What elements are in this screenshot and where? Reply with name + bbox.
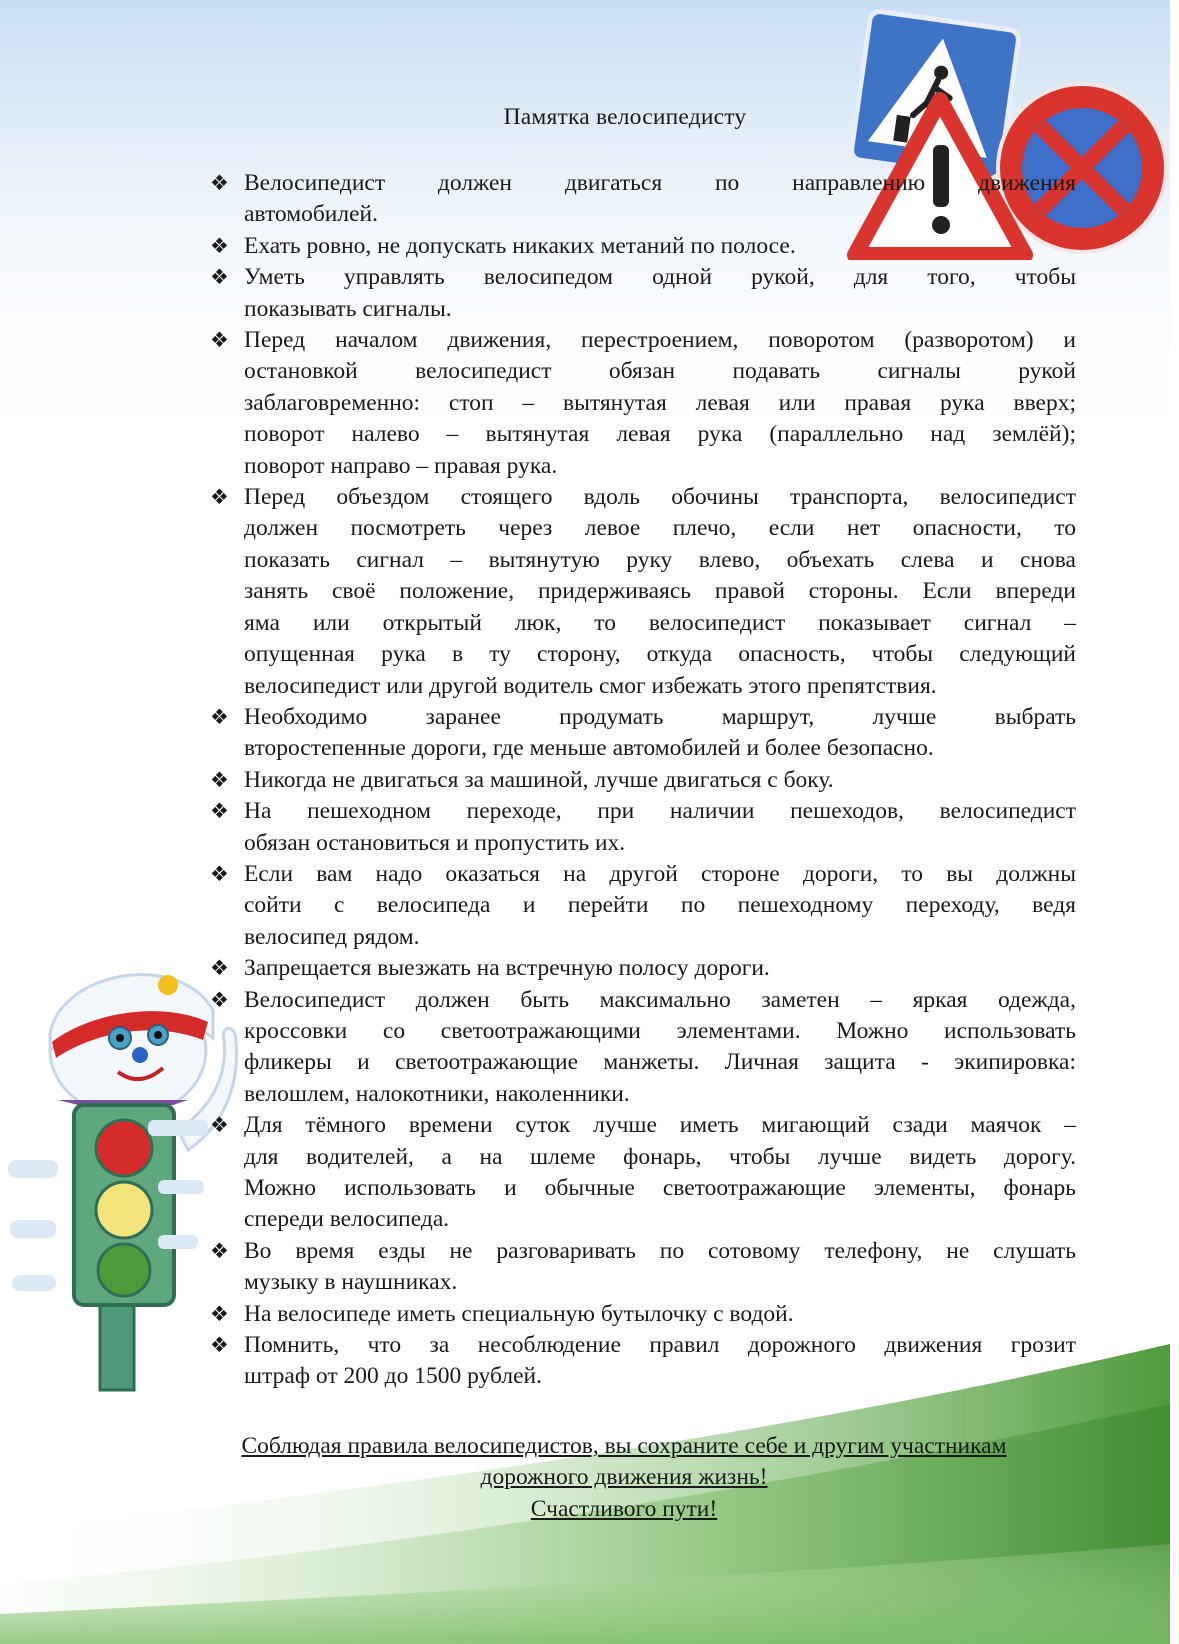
text-line: велошлем, налокотники, наколенники.	[244, 1080, 630, 1107]
text-line: На велосипеде иметь специальную бутылочку с водой.	[244, 1300, 794, 1327]
closing-message	[170, 1431, 1078, 1525]
text-line: яма или открытый люк, то велосипедист показывает сигнал –	[244, 609, 1076, 636]
text-line: второстепенные дороги, где меньше автомобилей и более безопасно.	[244, 735, 934, 762]
list-item	[210, 953, 1076, 984]
text-line: Велосипедист должен двигаться по направлению движения	[244, 170, 1076, 196]
list-item-text	[244, 1330, 1076, 1393]
text-line: Велосипедист должен быть максимально заметен – яркая одежда,	[244, 986, 1076, 1013]
text-line: остановкой велосипедист обязан подавать сигналы рукой	[244, 358, 1076, 385]
list-item-text	[244, 953, 1076, 984]
list-item	[210, 482, 1076, 702]
text-line: велосипедист или другой водитель смог избежать этого препятствия.	[244, 672, 937, 699]
text-line: сойти с велосипеда и перейти по пешеходному переходу, ведя	[244, 892, 1076, 919]
text-line: должен посмотреть через левое плечо, если нет опасности, то	[244, 515, 1076, 542]
bullet-icon: ❖	[210, 799, 229, 824]
text-line: заблаговременно: стоп – вытянутая левая или правая рука вверх;	[244, 389, 1076, 416]
text-line: показать сигнал – вытянутую руку влево, объехать слева и снова	[244, 546, 1076, 573]
list-item-text	[244, 262, 1076, 325]
list-item-text	[244, 231, 1076, 262]
list-item	[210, 1330, 1076, 1393]
list-item-text	[244, 325, 1076, 482]
bullet-icon: ❖	[210, 987, 229, 1012]
text-line: поворот направо – правая рука.	[244, 452, 558, 479]
list-item-text	[244, 859, 1076, 953]
text-line: Ехать ровно, не допускать никаких метаний по полосе.	[244, 232, 796, 259]
bullet-icon: ❖	[210, 704, 229, 729]
text-line: штраф от 200 до 1500 рублей.	[244, 1363, 542, 1390]
snowman-traffic-light-mascot-icon	[8, 930, 238, 1450]
list-item	[210, 325, 1076, 482]
text-line: для водителей, а на шлеме фонарь, чтобы лучше видеть дорогу.	[244, 1143, 1076, 1170]
text-line: показывать сигналы.	[244, 295, 452, 322]
list-item-text	[244, 482, 1076, 702]
list-item-text	[244, 168, 1076, 231]
bullet-icon: ❖	[210, 1301, 229, 1326]
bullet-icon: ❖	[210, 265, 229, 290]
text-line: Никогда не двигаться за машиной, лучше двигаться с боку.	[244, 766, 834, 793]
text-line: опущенная рука в ту сторону, откуда опасность, чтобы следующий	[244, 641, 1076, 668]
text-line: Перед началом движения, перестроением, поворотом (разворотом) и	[244, 327, 1076, 354]
text-line: музыку в наушниках.	[244, 1269, 458, 1296]
text-line: Уметь управлять велосипедом одной рукой, для того, чтобы	[244, 264, 1076, 291]
list-item	[210, 1110, 1076, 1236]
list-item	[210, 796, 1076, 859]
list-item	[210, 765, 1076, 796]
rules-list	[210, 168, 1076, 1393]
closing-line-2: дорожного движения жизнь!	[480, 1464, 768, 1491]
text-line: автомобилей.	[244, 201, 378, 228]
list-item	[210, 1236, 1076, 1299]
bullet-icon: ❖	[210, 1238, 229, 1263]
list-item-text	[244, 1299, 1076, 1330]
list-item	[210, 859, 1076, 953]
text-line: поворот налево – вытянутая левая рука (параллельно над землёй);	[244, 421, 1076, 448]
list-item	[210, 168, 1076, 231]
closing-line-1: Соблюдая правила велосипедистов, вы сохраните себе и другим участникам	[241, 1433, 1007, 1459]
bullet-icon: ❖	[210, 485, 229, 510]
text-line: Запрещается выезжать на встречную полосу дороги.	[244, 955, 770, 982]
text-line: Для тёмного времени суток лучше иметь мигающий сзади маячок –	[244, 1112, 1076, 1139]
text-line: занять своё положение, придерживаясь правой стороны. Если впереди	[244, 578, 1076, 605]
list-item	[210, 1299, 1076, 1330]
list-item-text	[244, 702, 1076, 765]
bullet-icon: ❖	[210, 1333, 229, 1358]
text-line: На пешеходном переходе, при наличии пешеходов, велосипедист	[244, 798, 1076, 825]
text-line: Если вам надо оказаться на другой стороне дороги, то вы должны	[244, 860, 1076, 887]
text-line: обязан остановиться и пропустить их.	[244, 829, 626, 856]
bullet-icon: ❖	[210, 1113, 229, 1138]
page-title: Памятка велосипедисту	[503, 104, 747, 130]
list-item-text	[244, 1236, 1076, 1299]
text-line: кроссовки со светоотражающими элементами. Можно использовать	[244, 1017, 1076, 1044]
text-line: Необходимо заранее продумать маршрут, лучше выбрать	[244, 703, 1076, 730]
list-item-text	[244, 985, 1076, 1111]
text-line: Можно использовать и обычные светоотражающие элементы, фонарь	[244, 1175, 1076, 1201]
bullet-icon: ❖	[210, 328, 229, 353]
text-line: фликеры и светоотражающие манжеты. Личная защита - экипировка:	[244, 1049, 1076, 1076]
list-item	[210, 231, 1076, 262]
list-item	[210, 702, 1076, 765]
bullet-icon: ❖	[210, 233, 229, 258]
bullet-icon: ❖	[210, 956, 229, 981]
bullet-icon: ❖	[210, 767, 229, 792]
text-line: Помнить, что за несоблюдение правил дорожного движения грозит	[244, 1332, 1076, 1359]
text-line: спереди велосипеда.	[244, 1206, 450, 1233]
page-edge	[1170, 0, 1179, 1644]
text-line: велосипед рядом.	[244, 923, 420, 950]
text-line: Перед объездом стоящего вдоль обочины транспорта, велосипедист	[244, 484, 1076, 511]
closing-line-3: Счастливого пути!	[530, 1495, 718, 1522]
bullet-icon: ❖	[210, 171, 229, 195]
list-item	[210, 262, 1076, 325]
list-item-text	[244, 796, 1076, 859]
list-item	[210, 985, 1076, 1111]
text-line: Во время езды не разговаривать по сотовому телефону, не слушать	[244, 1237, 1076, 1264]
list-item-text	[244, 765, 1076, 796]
list-item-text	[244, 1110, 1076, 1236]
bullet-icon: ❖	[210, 861, 229, 886]
